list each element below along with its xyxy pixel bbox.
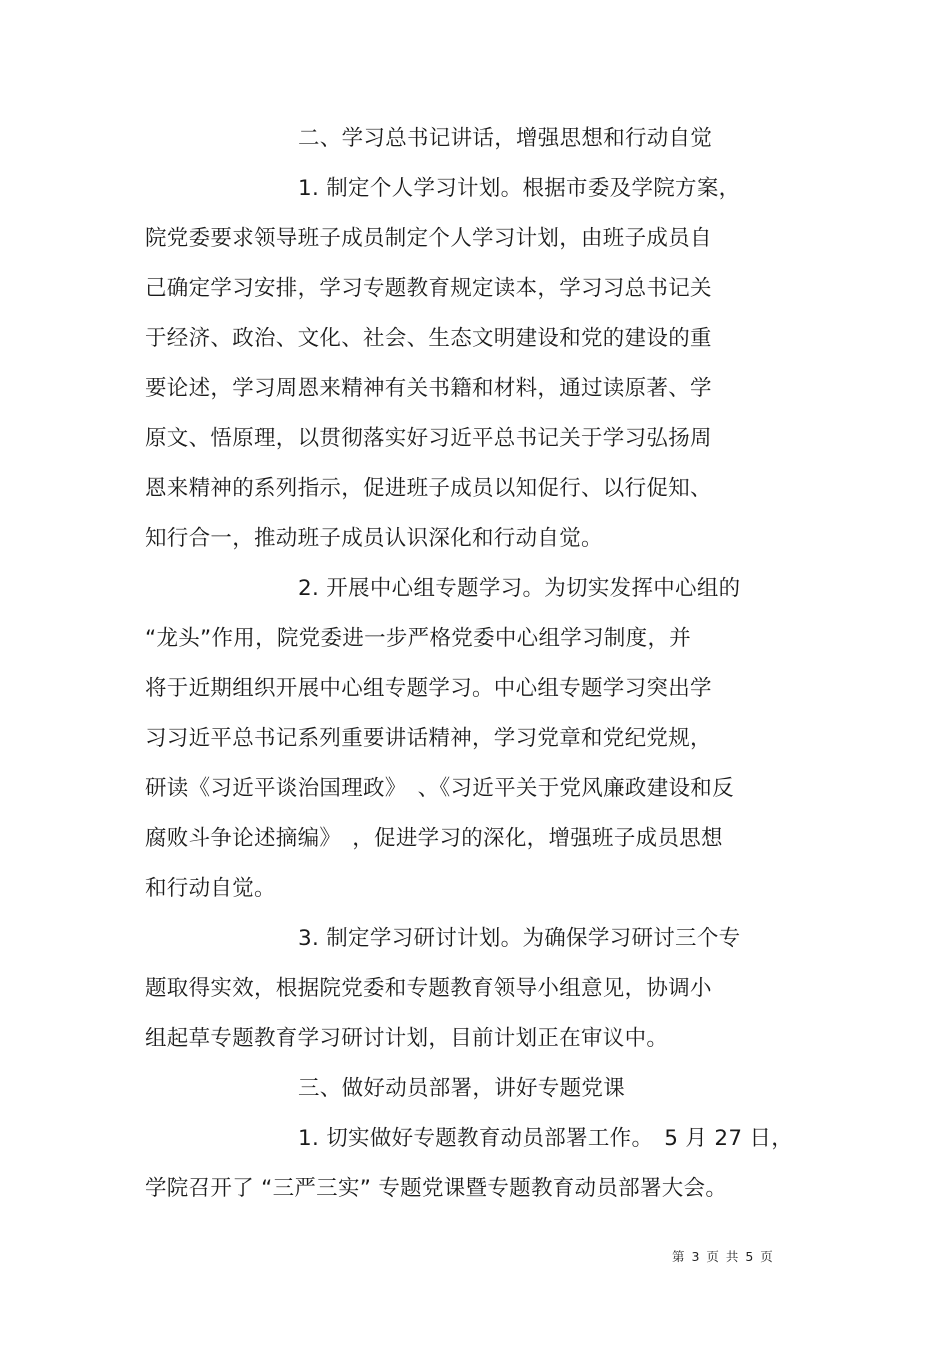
paragraph-line: 将于近期组织开展中心组专题学习。中心组专题学习突出学	[145, 676, 712, 701]
paragraph-line: 研读《习近平谈治国理政》 、《习近平关于党风廉政建设和反	[145, 776, 734, 801]
paragraph-line: 1. 制定个人学习计划。根据市委及学院方案，	[298, 176, 741, 201]
paragraph-line: 腐败斗争论述摘编》 ，促进学习的深化，增强班子成员思想	[145, 826, 723, 851]
paragraph-line: 和行动自觉。	[145, 876, 276, 901]
section-heading-3: 三、做好动员部署，讲好专题党课	[298, 1076, 626, 1101]
section-heading-2: 二、学习总书记讲话，增强思想和行动自觉	[298, 126, 713, 151]
paragraph-line: 3. 制定学习研讨计划。为确保学习研讨三个专	[298, 926, 741, 951]
paragraph-line: 学院召开了 “三严三实” 专题党课暨专题教育动员部署大会。	[145, 1176, 728, 1201]
paragraph-line: 要论述，学习周恩来精神有关书籍和材料，通过读原著、学	[145, 376, 712, 401]
paragraph-line: 习习近平总书记系列重要讲话精神，学习党章和党纪党规，	[145, 726, 712, 751]
paragraph-line: 己确定学习安排，学习专题教育规定读本，学习习总书记关	[145, 276, 712, 301]
paragraph-line: 1. 切实做好专题教育动员部署工作。 5 月 27 日，	[298, 1126, 794, 1151]
paragraph-line: 题取得实效，根据院党委和专题教育领导小组意见，协调小	[145, 976, 712, 1001]
paragraph-line: 2. 开展中心组专题学习。为切实发挥中心组的	[298, 576, 741, 601]
paragraph-line: “龙头”作用，院党委进一步严格党委中心组学习制度，并	[145, 626, 692, 651]
paragraph-line: 院党委要求领导班子成员制定个人学习计划，由班子成员自	[145, 226, 712, 251]
paragraph-line: 组起草专题教育学习研讨计划，目前计划正在审议中。	[145, 1026, 669, 1051]
paragraph-line: 知行合一，推动班子成员认识深化和行动自觉。	[145, 526, 603, 551]
paragraph-line: 恩来精神的系列指示，促进班子成员以知促行、以行促知、	[145, 476, 712, 501]
paragraph-line: 于经济、政治、文化、社会、生态文明建设和党的建设的重	[145, 326, 712, 351]
paragraph-line: 原文、悟原理，以贯彻落实好习近平总书记关于学习弘扬周	[145, 426, 712, 451]
page-number-footer: 第 3 页 共 5 页	[672, 1249, 775, 1264]
